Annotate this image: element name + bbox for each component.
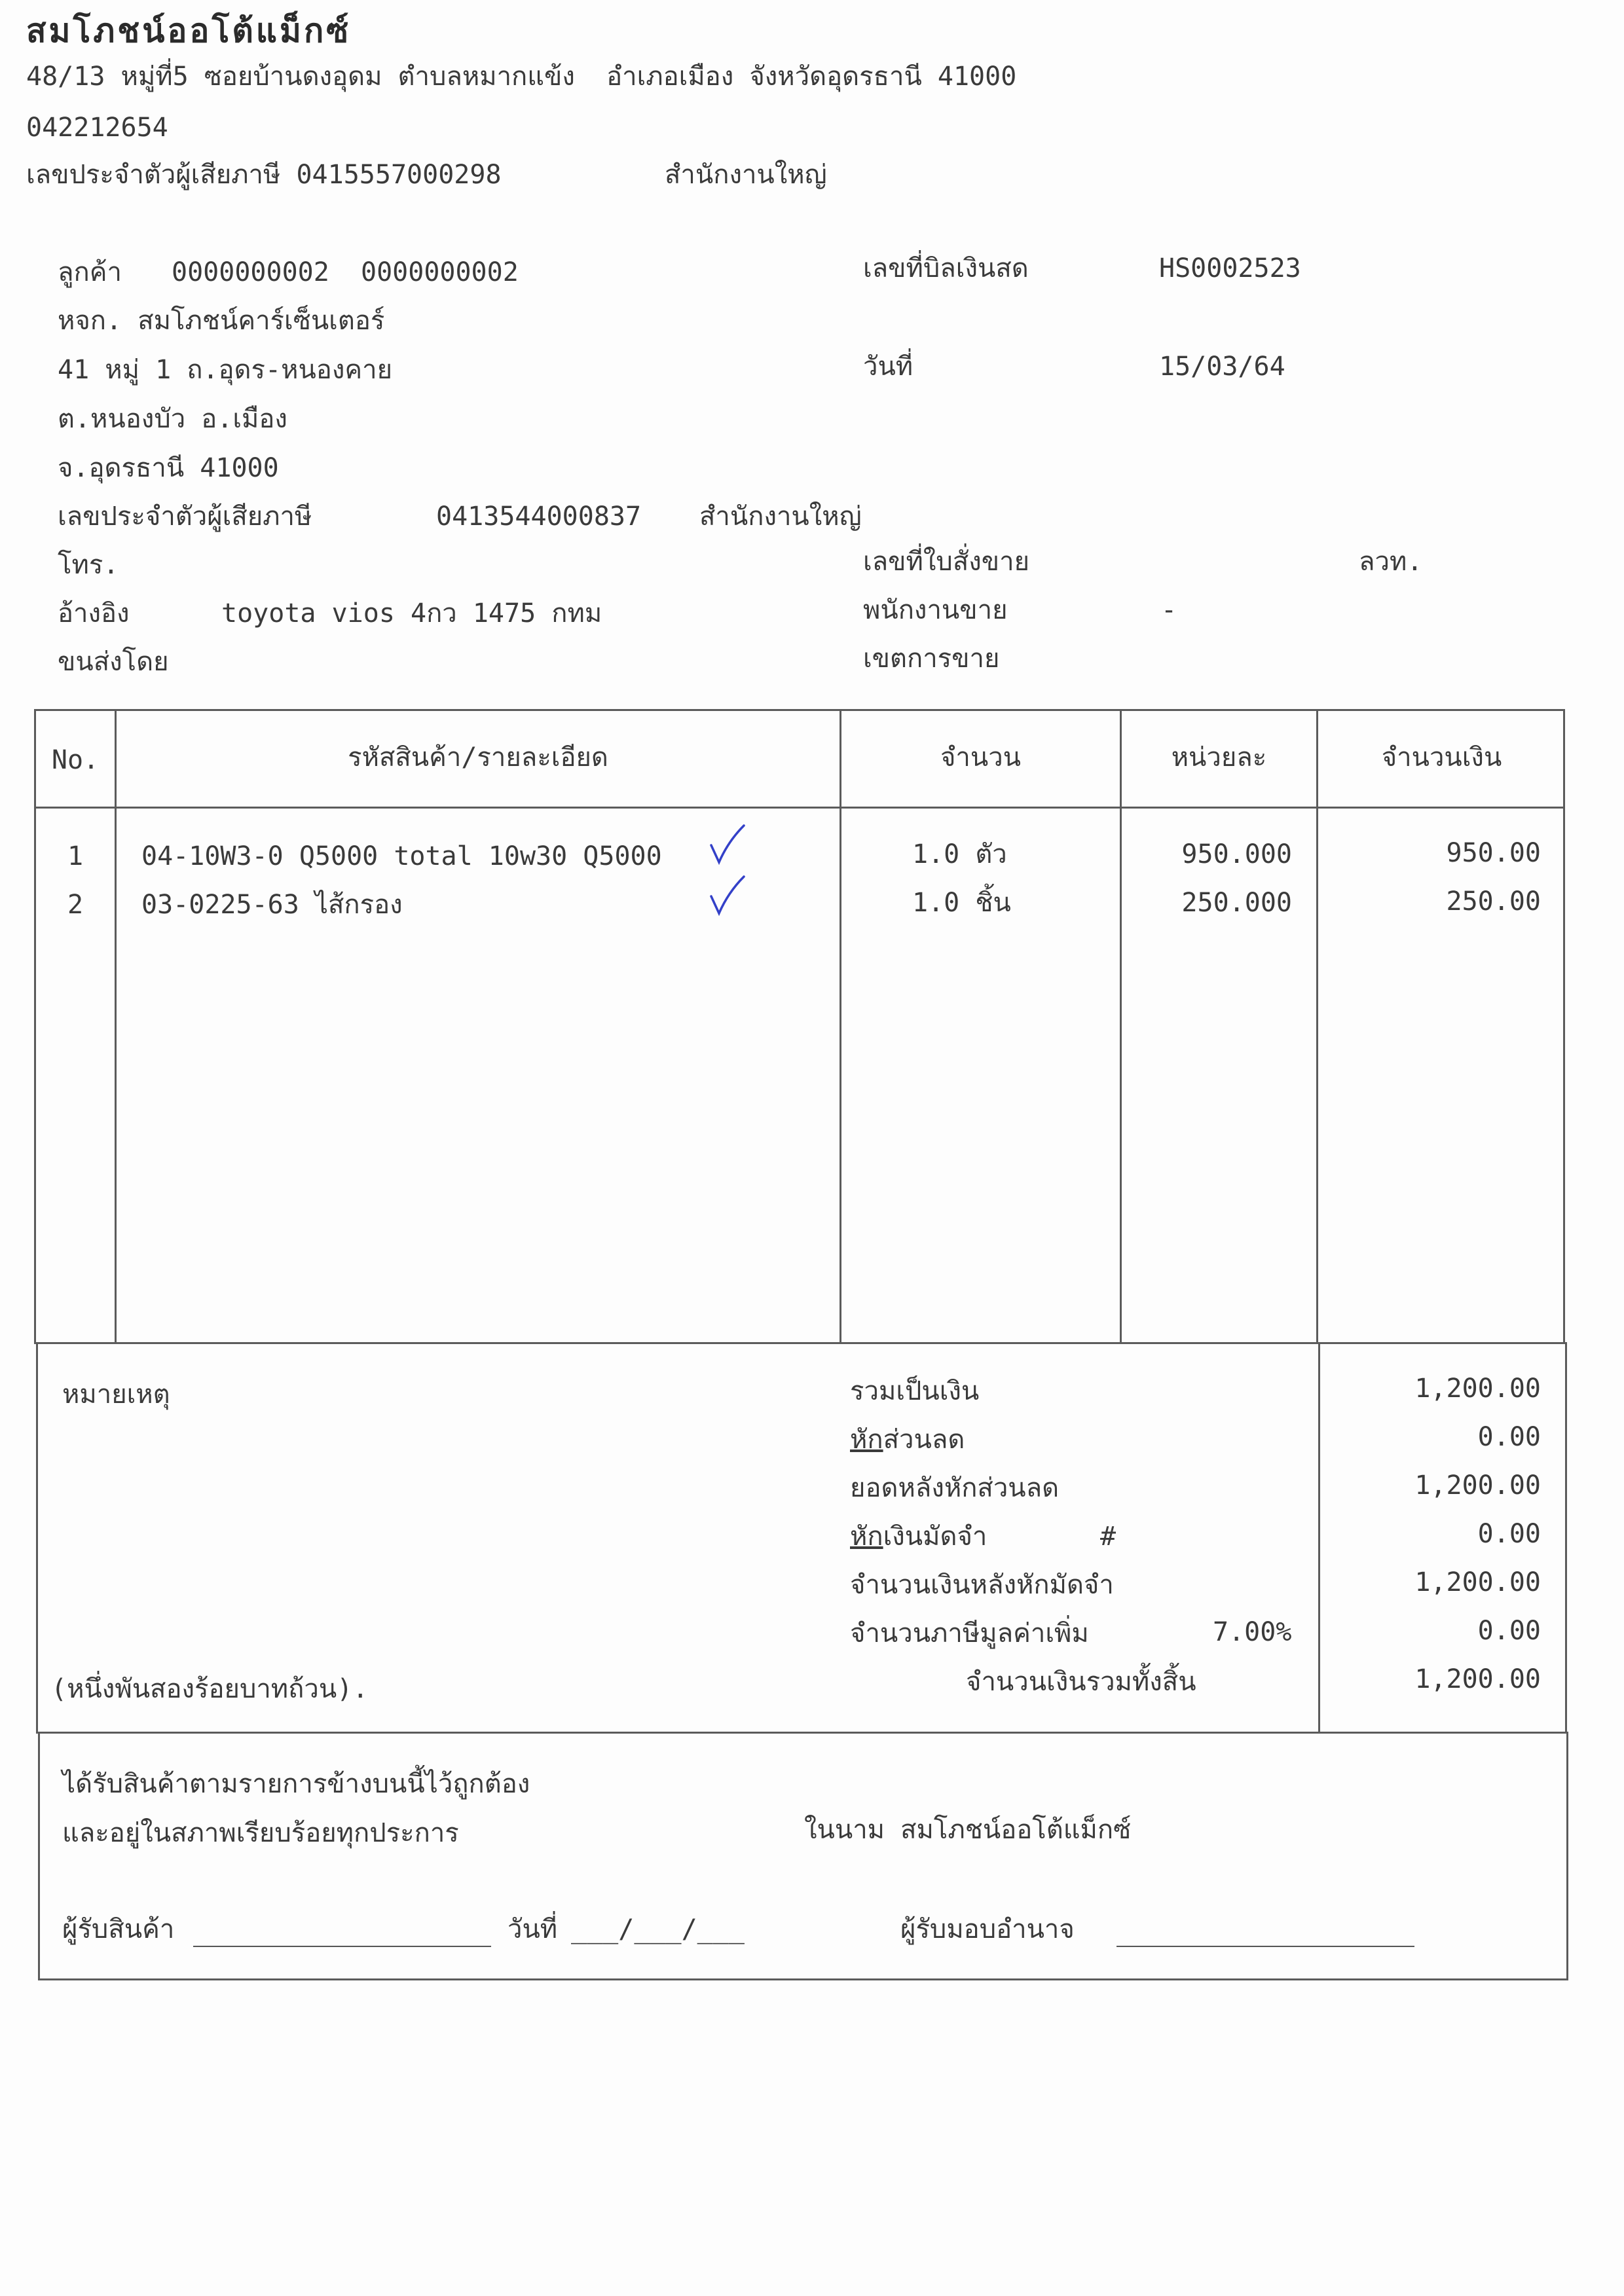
reference-label: อ้างอิง: [58, 598, 130, 629]
grand-total-value: 1,200.00: [1414, 1664, 1541, 1694]
customer-address-3: จ.อุดรธานี 41000: [58, 453, 279, 483]
vat-rate: 7.00%: [1213, 1617, 1292, 1647]
col-divider-4: [1316, 709, 1318, 1344]
salesperson-value: -: [1161, 595, 1177, 625]
amount-in-words: (หนึ่งพันสองร้อยบาทถ้วน).: [51, 1674, 369, 1704]
row-2-unit-price: 250.000: [1181, 888, 1292, 918]
header-no: No.: [51, 745, 100, 775]
after-deposit-label: จำนวนเงินหลังหักมัดจำ: [850, 1570, 1114, 1600]
grand-total-label: จำนวนเงินรวมทั้งสิ้น: [966, 1667, 1196, 1697]
row-2-no: 2: [67, 890, 84, 920]
company-name: สมโภชน์ออโต้แม็กซ์: [26, 12, 352, 50]
company-tax-id: เลขประจำตัวผู้เสียภาษี 0415557000298: [26, 160, 502, 190]
customer-tax-label: เลขประจำตัวผู้เสียภาษี: [58, 501, 312, 532]
receiver-signature-line[interactable]: [193, 1946, 491, 1947]
subtotal-label: รวมเป็นเงิน: [850, 1376, 980, 1406]
customer-address-1: 41 หมู่ 1 ถ.อุดร-หนองคาย: [58, 355, 393, 385]
col-divider-3: [1120, 709, 1122, 1344]
customer-label: ลูกค้า: [58, 257, 122, 287]
invoice-date-label: วันที่: [863, 352, 913, 382]
company-address: 48/13 หมู่ที่5 ซอยบ้านดงอุดม ตำบลหมากแข้ง อำเภอเมือง จังหวัดอุดรธานี 41000: [26, 62, 1017, 92]
after-deposit-value: 1,200.00: [1414, 1567, 1541, 1597]
sales-area-label: เขตการขาย: [863, 644, 1000, 674]
invoice-no-label: เลขที่บิลเงินสด: [863, 253, 1029, 283]
row-1-no: 1: [67, 841, 84, 871]
table-header-divider: [34, 807, 1565, 809]
remark-label: หมายเหตุ: [62, 1379, 170, 1410]
row-2-amount: 250.00: [1446, 886, 1541, 917]
header-description: รหัสสินค้า/รายละเอียด: [348, 742, 608, 773]
row-2-description: 03-0225-63 ไส้กรอง: [141, 890, 403, 920]
receive-date-blank[interactable]: ___/___/___: [571, 1914, 745, 1944]
shipping-label: ขนส่งโดย: [58, 647, 169, 677]
invoice-no: HS0002523: [1159, 253, 1301, 283]
reference-value: toyota vios 4กว 1475 กทม: [221, 598, 602, 629]
on-behalf-label: ในนาม สมโภชน์ออโต้แม็กซ์: [804, 1815, 1132, 1845]
row-2-quantity: 1.0 ชิ้น: [912, 888, 1011, 918]
vat-value: 0.00: [1477, 1616, 1541, 1646]
authorized-signature-line[interactable]: [1116, 1946, 1414, 1947]
company-branch: สำนักงานใหญ่: [665, 160, 827, 190]
customer-code: 0000000002 0000000002: [172, 257, 519, 287]
checkmark-icon: [707, 822, 747, 867]
header-quantity: จำนวน: [940, 742, 1022, 773]
items-table: [34, 709, 1565, 1344]
invoice-date: 15/03/64: [1159, 352, 1285, 382]
deposit-ref: #: [1100, 1522, 1116, 1552]
customer-phone-label: โทร.: [58, 550, 119, 580]
deposit-value: 0.00: [1477, 1519, 1541, 1549]
row-1-description: 04-10W3-0 Q5000 total 10w30 Q5000: [141, 841, 662, 871]
customer-name: หจก. สมโภชน์คาร์เซ็นเตอร์: [58, 306, 385, 336]
sales-order-label: เลขที่ใบสั่งขาย: [863, 547, 1030, 577]
subtotal-value: 1,200.00: [1414, 1374, 1541, 1404]
vat-label: จำนวนภาษีมูลค่าเพิ่ม: [850, 1618, 1089, 1649]
deposit-label: หักเงินมัดจำ: [850, 1522, 987, 1552]
col-divider-1: [115, 709, 117, 1344]
received-note-1: ได้รับสินค้าตามรายการข้างบนนี้ไว้ถูกต้อง: [62, 1769, 530, 1799]
row-1-amount: 950.00: [1446, 838, 1541, 868]
customer-tax-id: 0413544000837: [436, 501, 642, 532]
header-unit-price: หน่วยละ: [1171, 742, 1267, 773]
salesperson-label: พนักงานขาย: [863, 595, 1008, 625]
row-1-quantity: 1.0 ตัว: [912, 839, 1007, 869]
receiver-label: ผู้รับสินค้า: [62, 1914, 175, 1944]
received-note-2: และอยู่ในสภาพเรียบร้อยทุกประการ: [62, 1818, 459, 1848]
after-discount-value: 1,200.00: [1414, 1470, 1541, 1501]
receive-date-label: วันที่: [507, 1914, 558, 1944]
row-1-unit-price: 950.000: [1181, 839, 1292, 869]
header-amount: จำนวนเงิน: [1381, 742, 1502, 773]
authorized-label: ผู้รับมอบอำนาจ: [900, 1914, 1075, 1944]
customer-address-2: ต.หนองบัว อ.เมือง: [58, 404, 287, 434]
discount-value: 0.00: [1477, 1422, 1541, 1452]
checkmark-icon: [707, 873, 747, 919]
sales-order-value: ลวท.: [1359, 547, 1423, 577]
discount-label: หักส่วนลด: [850, 1425, 965, 1455]
customer-branch: สำนักงานใหญ่: [699, 501, 862, 532]
after-discount-label: ยอดหลังหักส่วนลด: [850, 1473, 1060, 1503]
col-divider-2: [840, 709, 841, 1344]
company-phone: 042212654: [26, 113, 168, 143]
